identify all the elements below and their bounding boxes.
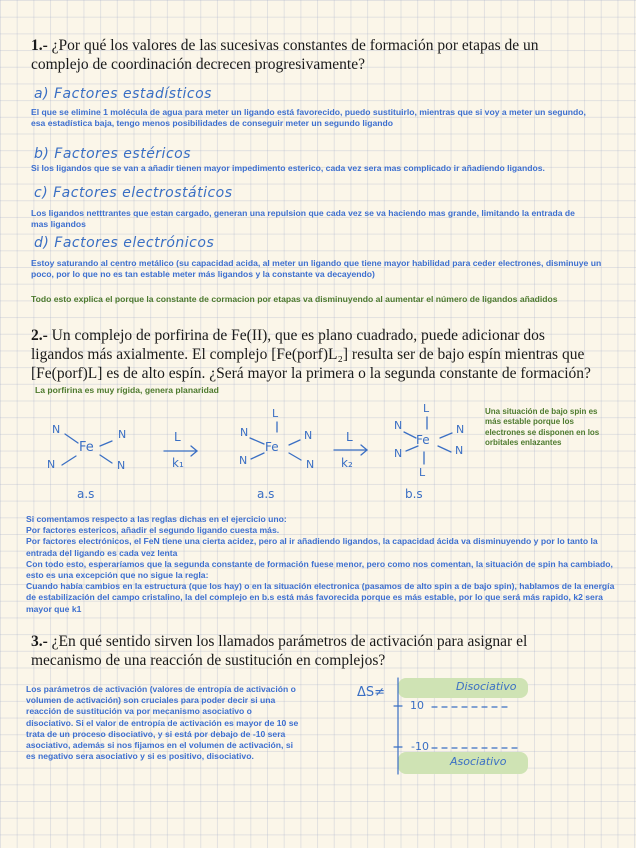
arrow-1-constant: k₁ [172, 456, 184, 470]
n-label: N [306, 458, 315, 471]
porphyrin-note: La porfirina es muy rígida, genera planaridad [35, 385, 219, 395]
answer-d: Estoy saturando al centro metálico (su capacidad acida, al meter un ligando que tiene mayor habilidad para ceder electrones, disminuye un poco, por lo que no es tan estable meter más ligandos y la constante va decayendo) [31, 258, 602, 280]
n-label: N [456, 423, 465, 436]
answer-a: El que se elimine 1 molécula de agua para meter un ligando está favorecido, puedo sustituirlo, mientras que si voy a meter un segundo, esa estadística baja, tengo menos posibilidades de conseguir meter un segundo ligando [31, 107, 586, 129]
lower-threshold-value: -10 [411, 740, 429, 753]
spin-label-1: a.s [77, 487, 95, 501]
arrow-2-constant: k₂ [341, 456, 353, 470]
n-label: N [117, 459, 126, 472]
answer-b: Si los ligandos que se van a añadir tienen mayor impedimento esterico, cada vez sera mas complicado ir añadiendo ligandos. [31, 163, 545, 173]
metal-label: Fe [416, 433, 430, 447]
n-label: N [240, 426, 249, 439]
delta-s-label: ΔS≠ [357, 685, 386, 700]
answer-q2-line: Si comentamos respecto a las reglas dichas en el ejercicio uno: [26, 514, 287, 524]
low-spin-note: Una situación de bajo spin es más estable porque los electrones se disponen en los orbitales enlazantes [485, 407, 600, 448]
answer-c: Los ligandos netttrantes que estan cargado, generan una repulsion que cada vez se va haciendo mas grande, limitando la entrada de mas ligandos [31, 208, 575, 230]
associative-label: Asociativo [450, 755, 507, 768]
question-2-number: 2.- [31, 327, 48, 344]
question-1-text: ¿Por qué los valores de las sucesivas constantes de formación por etapas de un complejo de coordinación decrecen progresivamente? [31, 37, 539, 73]
spin-label-2: a.s [257, 487, 275, 501]
n-label: N [304, 429, 313, 442]
answer-q2-line: Con todo esto, esperaríamos que la segunda constante de formación fuese menor, pero como nos comentan, la situación de spin ha cambiado, esto es una excepción que no sigue la regla: [26, 558, 613, 581]
l-label: L [272, 407, 279, 420]
summary-text: Todo esto explica el porque la constante de cormacion por etapas va disminuyendo al aumentar el número de ligandos añadidos [31, 294, 558, 304]
n-label: N [394, 419, 403, 432]
l-label: L [419, 466, 426, 479]
n-label: N [118, 428, 127, 441]
arrow-1-reagent: L [174, 430, 181, 444]
n-label: N [52, 423, 61, 436]
spin-label-3: b.s [405, 487, 423, 501]
n-label: N [239, 454, 248, 467]
metal-label: Fe [79, 440, 94, 455]
question-1-number: 1.- [31, 37, 48, 54]
heading-c: c) Factores electrostáticos [34, 185, 233, 201]
metal-label: Fe [265, 440, 279, 454]
arrow-2-reagent: L [346, 430, 353, 444]
answer-q2-line: Por factores estericos, añadir el segundo ligando cuesta más. [26, 525, 280, 536]
question-3-number: 3.- [31, 633, 48, 650]
n-label: N [394, 447, 403, 460]
answer-q2-line: Cuando había cambios en la estructura (que los hay) o en la situación electronica (pasamos de alto spin a de bajo spin), hablamos de la energía de estabilización del campo cristalino, la del complejo en b.s está más favorecida porque es más estable, por lo que será más rapido, k2 sera mayor que k1 [26, 581, 615, 614]
question-3-text: ¿En qué sentido sirven los llamados parámetros de activación para asignar el mecanismo de una reacción de sustitución en complejos? [31, 633, 528, 669]
l-label: L [423, 402, 430, 415]
heading-d: d) Factores electrónicos [34, 235, 215, 251]
heading-b: b) Factores estéricos [34, 146, 192, 162]
upper-threshold-value: 10 [410, 699, 424, 712]
answer-q3: Los parámetros de activación (valores de entropía de activación o volumen de activación) son cruciales para poder decir si una reacción de sustitución va por mecanismo asociativo o disociativo. Si el valor de entropía de activación es mayor de 10 se trata de un proceso disociativo, y si está por debajo de -10 sera asociativo, además si nos fijamos en el volumen de activación, si es negativo sera asociativo y si es positivo, disociativo. [26, 684, 299, 762]
question-2-text: Un complejo de porfirina de Fe(II), que es plano cuadrado, puede adicionar dos ligandos más axialmente. El complejo [Fe(porf)L₂] resulta ser de bajo espín mientras que [Fe(porf)L] es de alto espín. ¿Será mayor la primera o la segunda constante de formación? [31, 327, 591, 382]
n-label: N [47, 458, 56, 471]
n-label: N [455, 444, 464, 457]
dissociative-label: Disociativo [456, 680, 517, 693]
heading-a: a) Factores estadísticos [34, 86, 212, 102]
answer-q2-line: Por factores electrónicos, el FeN tiene una cierta acidez, pero al ir añadiendo ligandos, la capacidad ácida va disminuyendo y por lo tanto la entrada del ligando es cada vez lenta [26, 536, 598, 558]
